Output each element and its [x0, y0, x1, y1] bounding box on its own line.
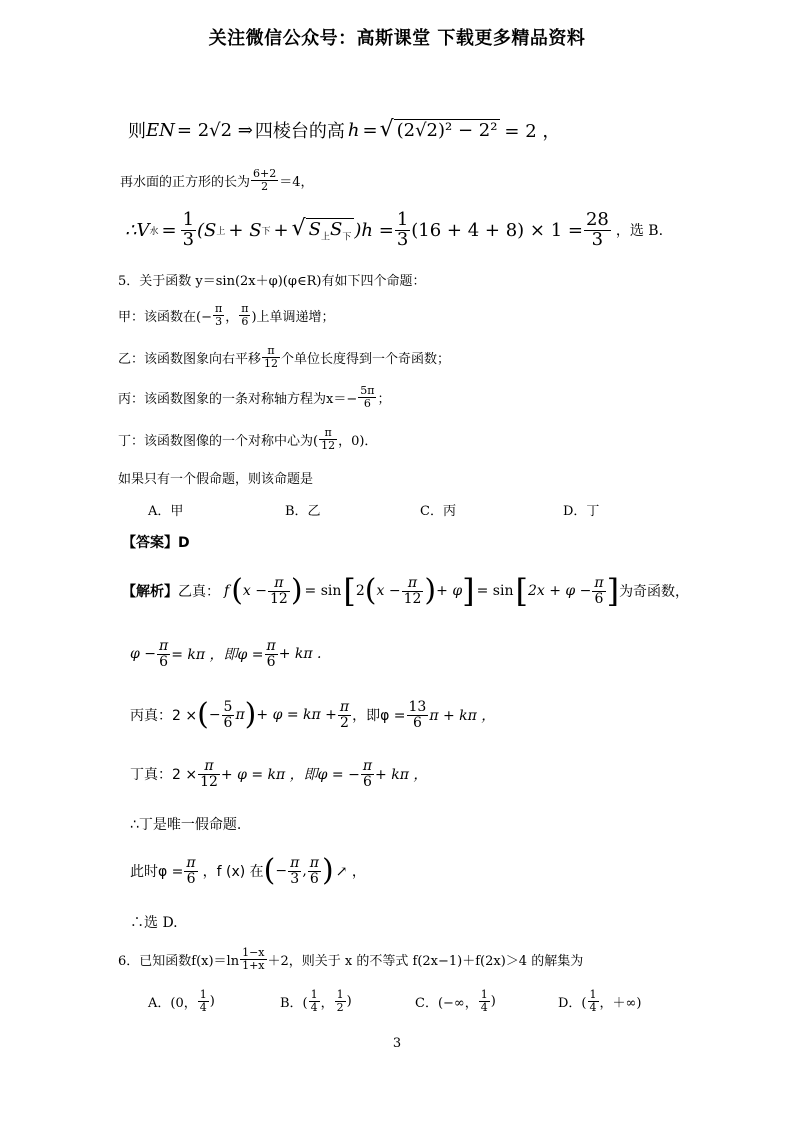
analysis-l3-pi: π: [235, 707, 245, 723]
q6-stem: [118, 942, 583, 976]
q5-ding-d: 12: [321, 438, 336, 452]
q6-c-d: 4: [480, 1000, 488, 1014]
line3-sub-s1: 上: [216, 226, 226, 237]
analysis-l6-b: ，f (x) 在: [202, 864, 264, 880]
analysis-l1-eq2: = sin: [476, 583, 514, 599]
q5-answer-value: D: [178, 535, 190, 551]
analysis-l1-pn: π: [268, 576, 290, 592]
analysis-line-6: 此时φ = $\frac{\pi}{6}$ ，f (x) 在 ( − $\frac{\pi}{3}$ , $\frac{\pi}{6}$ ) ↗ ，: [130, 853, 366, 888]
q5-option-d: D．丁: [563, 504, 600, 519]
q6-option-d: [558, 984, 641, 1018]
analysis-l2-d2: 6: [266, 653, 276, 670]
q5-option-c: C．丙: [420, 504, 456, 519]
q5-option-b: B．乙: [285, 504, 321, 519]
analysis-l6-neg: −: [275, 863, 288, 879]
line3-f-den: 3: [182, 228, 195, 250]
analysis-l1-eq: = sin: [304, 583, 342, 599]
q5-stem: 5．关于函数 y＝sin(2x＋φ)(φ∈R)有如下四个命题：: [118, 274, 426, 289]
line1-text: 四棱台的高: [254, 121, 345, 142]
analysis-l1-two: 2: [355, 583, 365, 599]
line2-den: 2: [261, 179, 269, 193]
line3-plus1: + S: [228, 219, 262, 241]
line1-sqrt: √ (2√2)² − 2²: [380, 119, 501, 141]
line1-inner: (2√2)² − 2²: [394, 119, 501, 141]
water-square-line: [120, 165, 314, 195]
q5-bing-post: ；: [377, 391, 391, 407]
analysis-l4-n2: π: [362, 757, 373, 774]
line3-r-num: 28: [585, 208, 609, 230]
analysis-l2-n: π: [158, 637, 169, 654]
line3-sub-s4: 下: [342, 232, 352, 243]
q5-yi-pre: 乙：该函数图象向右平移: [118, 351, 262, 367]
analysis-label: 【解析】: [122, 584, 178, 600]
analysis-l3-e: π + kπ ，: [429, 708, 496, 724]
analysis-l6-d3: 6: [309, 870, 319, 887]
q5-ding-pre: 丁：该函数图像的一个对称中心为(: [118, 433, 319, 449]
q5-jia-n1: π: [214, 301, 223, 315]
q6-d-pre: D．(: [558, 995, 587, 1011]
analysis-l1-end: 为奇函数，: [619, 584, 690, 600]
height-formula-line: [128, 110, 560, 150]
line3-r-den: 3: [591, 228, 604, 250]
analysis-line-5: ∴丁是唯一假命题.: [130, 817, 242, 833]
q6-a-d: 4: [199, 1000, 207, 1014]
analysis-l6-arrow: ↗ ，: [335, 864, 366, 880]
analysis-l1-pn3: π: [594, 574, 604, 591]
q5-yi-n: π: [262, 345, 280, 358]
q6-a-post: ): [209, 993, 215, 1009]
q6-a-pre: A．(0，: [148, 995, 197, 1011]
analysis-l1-pn2: π: [402, 576, 424, 592]
line2-prefix: 再水面的正方形的长为: [120, 174, 251, 190]
analysis-l4-a: 丁真：2 ×: [130, 767, 198, 783]
analysis-l3-d2: 2: [340, 714, 349, 731]
analysis-l2-c: + kπ .: [278, 646, 322, 662]
analysis-l3-n: 5: [223, 698, 233, 715]
q5-bing-d: 6: [363, 396, 371, 410]
analysis-l6-a: 此时φ =: [130, 864, 184, 880]
line3-eq: =: [161, 219, 177, 241]
analysis-l4-d2: 6: [362, 773, 372, 790]
q5-jia-mid: ，: [225, 309, 239, 325]
line3-end: ，选 B.: [615, 223, 664, 239]
page-header: 关注微信公众号：高斯课堂 下载更多精品资料: [208, 28, 586, 49]
q5-jia-post: )上单调递增；: [251, 309, 335, 325]
analysis-l1-a: 乙真：: [178, 584, 220, 600]
q6-d-n: 1: [589, 987, 597, 1001]
q5-jia-d1: 3: [215, 314, 223, 328]
q6-post: ＋2，则关于 x 的不等式 f(2x−1)＋f(2x)＞4 的解集为: [267, 953, 584, 969]
line3-plus2: +: [273, 219, 289, 241]
analysis-l3-d: 6: [223, 714, 233, 731]
q6-b-pre: B．(: [280, 995, 308, 1011]
line1-result: = 2 ，: [504, 121, 561, 142]
q6-b-n1: 1: [310, 987, 318, 1001]
q6-d-d: 4: [589, 1000, 597, 1014]
q5-ding-n: π: [319, 427, 337, 440]
analysis-l4-c: + kπ ，: [375, 767, 428, 783]
line1-en: EN: [146, 119, 175, 141]
analysis-l1-in: 2x + φ −: [527, 583, 592, 599]
q6-c-post: ): [490, 993, 496, 1009]
analysis-l4-n: π: [198, 759, 220, 775]
line2-suffix: ＝4，: [279, 174, 314, 190]
analysis-l2-b: = kπ ，即φ =: [171, 647, 264, 663]
analysis-line-4: [130, 752, 427, 796]
line3-f2-num: 1: [396, 208, 409, 230]
analysis-l2-d: 6: [159, 653, 169, 670]
q5-jia: [118, 298, 335, 332]
analysis-l3-neg: −: [208, 707, 221, 723]
line3-sq-b: S: [330, 218, 343, 240]
q6-b-d1: 4: [310, 1000, 318, 1014]
q5-yi-post: 个单位长度得到一个奇函数；: [281, 351, 451, 367]
q6-c-n: 1: [480, 987, 488, 1001]
line1-h: h: [347, 119, 360, 141]
line3-tail: )h =: [354, 219, 394, 241]
line3-lead: ∴V: [125, 219, 150, 241]
analysis-l1-f: f: [224, 583, 230, 599]
analysis-l1-plus: + φ: [436, 583, 463, 599]
line3-sub-s2: 下: [261, 226, 271, 237]
analysis-l6-n2: π: [290, 854, 300, 871]
analysis-l1-x: x −: [242, 583, 267, 599]
line3-sub-v: 水: [149, 226, 159, 237]
analysis-l1-pd3: 6: [594, 590, 604, 607]
q6-d-post: ，＋∞): [599, 995, 642, 1011]
q6-b-mid: ，: [320, 995, 334, 1011]
page-number: 3: [392, 1036, 402, 1051]
q5-bing: [118, 380, 390, 414]
q5-ask: 如果只有一个假命题，则该命题是: [118, 472, 314, 487]
q6-a-n: 1: [199, 987, 207, 1001]
analysis-line-1: 【解析】 乙真： f ( x − $\frac{\pi}{12}$ ) = sin [ 2 ( x − $\frac{\pi}{12}$ ) + φ ] = sin [ 2x + φ − $\frac{\pi}{6}$ ] 为奇函数，: [122, 572, 690, 610]
q5-answer: [122, 532, 190, 552]
volume-formula-line: [125, 208, 663, 252]
analysis-l4-d: 12: [200, 773, 218, 790]
analysis-l3-c: ，即φ =: [352, 708, 406, 724]
analysis-l3-n3: 13: [408, 698, 427, 715]
line1-prefix: 则: [128, 121, 146, 142]
q5-option-a: A．甲: [148, 504, 184, 519]
line3-calc: (16 + 4 + 8) × 1 =: [411, 219, 583, 241]
analysis-l2-a: φ −: [130, 646, 156, 662]
q5-jia-d2: 6: [241, 314, 249, 328]
q6-c-pre: C．(−∞，: [415, 995, 478, 1011]
analysis-l6-comma: ,: [302, 863, 307, 879]
line3-sub-s3: 上: [321, 232, 331, 243]
line1-eq1: = 2√2 ⇒: [176, 119, 253, 141]
q6-num: 1−x: [242, 945, 265, 959]
line3-sq-a: S: [308, 218, 322, 240]
q5-bing-pre: 丙：该函数图象的一条对称轴方程为x＝−: [118, 391, 358, 407]
analysis-l1-x2: x −: [376, 583, 401, 599]
analysis-l3-a: 丙真：2 ×: [130, 708, 198, 724]
q6-option-a: [148, 984, 215, 1018]
line2-num: 6+2: [253, 166, 277, 180]
line1-eq2: =: [362, 119, 378, 141]
analysis-l6-n3: π: [309, 854, 319, 871]
line3-f2-den: 3: [396, 228, 409, 250]
analysis-l3-d3: 6: [412, 714, 422, 731]
q6-option-c: [415, 984, 496, 1018]
q5-ding: [118, 422, 377, 456]
q5-bing-n: 5π: [360, 383, 375, 397]
analysis-l3-b: + φ = kπ +: [256, 707, 337, 723]
q5-ding-post: ，0)．: [338, 433, 378, 449]
analysis-l4-b: + φ = kπ ，即φ = −: [220, 767, 360, 783]
q5-yi-d: 12: [264, 356, 279, 370]
analysis-l3-n2: π: [339, 698, 350, 715]
analysis-l6-d2: 3: [290, 870, 300, 887]
q5-jia-pre: 甲：该函数在(−: [118, 309, 212, 325]
analysis-l6-d: 6: [186, 870, 196, 887]
analysis-line-2: [130, 632, 321, 676]
q6-b-post: ): [346, 993, 352, 1009]
analysis-l1-pd2: 12: [403, 590, 422, 607]
q6-pre: 6．已知函数f(x)＝ln: [118, 953, 240, 969]
q6-option-b: [280, 984, 352, 1018]
analysis-l2-n2: π: [266, 637, 276, 654]
q6-b-n2: 1: [336, 987, 344, 1001]
line3-sqrt: √ $S_上S_下$: [292, 218, 355, 243]
q5-jia-n2: π: [241, 301, 249, 315]
analysis-line-7: ∴选 D.: [130, 915, 178, 931]
line3-mid-a: (S: [197, 219, 217, 241]
q5-answer-label: 【答案】: [122, 535, 178, 551]
line3-f-num: 1: [182, 208, 195, 230]
q6-den: 1+x: [242, 958, 265, 972]
q5-yi: [118, 340, 450, 374]
analysis-l1-pd: 12: [269, 590, 288, 607]
analysis-line-3: 丙真：2 × ( − $\frac{5}{6}$ π ) + φ = kπ + $\frac{\pi}{2}$ ，即φ = $\frac{13}{6}$ π + kπ ，: [130, 697, 496, 732]
q6-b-d2: 2: [336, 1000, 344, 1014]
analysis-l6-n: π: [186, 854, 196, 871]
